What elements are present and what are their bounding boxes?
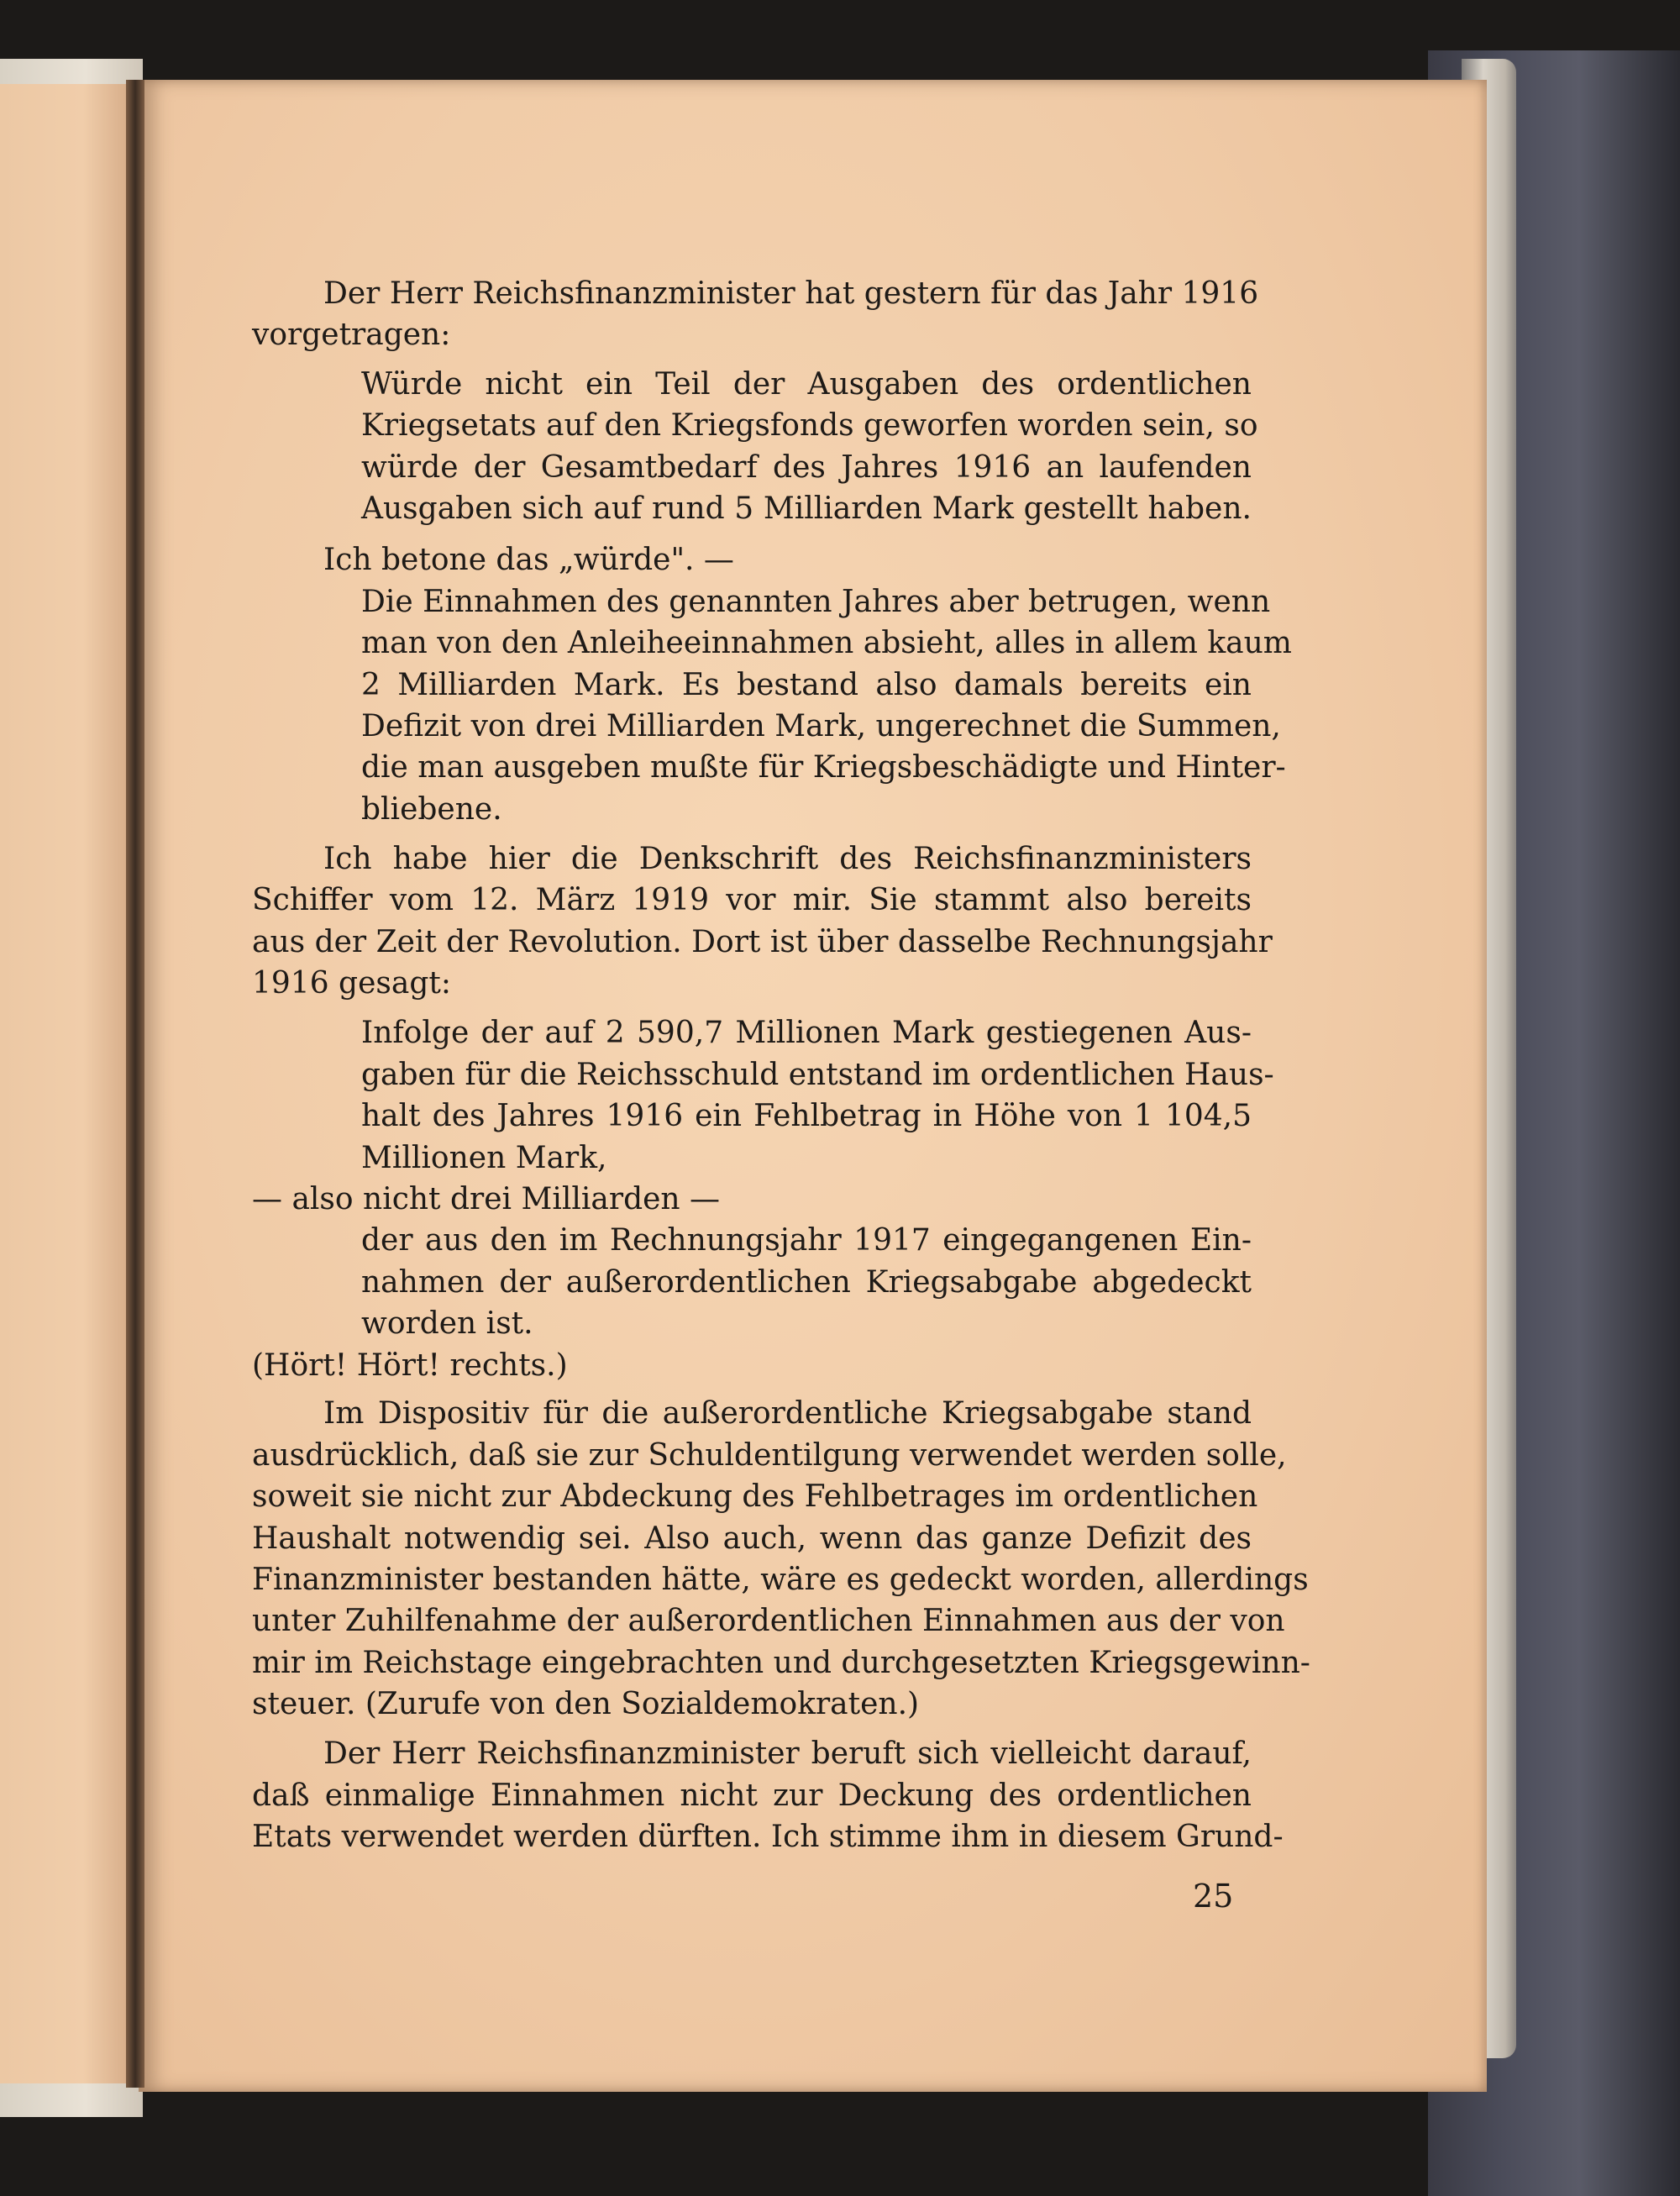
text-line: die man ausgeben mußte für Kriegsbeschädigte und Hinter- [361, 750, 1286, 785]
text-line: Etats verwendet werden dürften. Ich stimme ihm in diesem Grund- [252, 1820, 1284, 1854]
text-line: 1916 gesagt: [252, 966, 451, 1001]
text-line: Schiffer vom 12. März 1919 vor mir. Sie stammt also bereits [252, 883, 1252, 917]
text-line: Defizit von drei Milliarden Mark, ungerechnet die Summen, [361, 709, 1281, 743]
left-page-edge [0, 84, 139, 2083]
text-line: mir im Reichstage eingebrachten und durchgesetzten Kriegsgewinn- [252, 1646, 1310, 1680]
book-gutter [126, 80, 144, 2088]
text-line: Der Herr Reichsfinanzminister beruft sich vielleicht darauf, [323, 1736, 1252, 1771]
text-line: Finanzminister bestanden hätte, wäre es gedeckt worden, allerdings [252, 1563, 1309, 1597]
text-line: Ich betone das „würde". — [323, 543, 734, 577]
text-line: halt des Jahres 1916 ein Fehlbetrag in Höhe von 1 104,5 [361, 1099, 1252, 1133]
text-line: soweit sie nicht zur Abdeckung des Fehlbetrages im ordentlichen [252, 1479, 1258, 1514]
text-line: Millionen Mark, [361, 1141, 607, 1175]
text-line: Würde nicht ein Teil der Ausgaben des ordentlichen [361, 367, 1252, 402]
text-line: Infolge der auf 2 590,7 Millionen Mark gestiegenen Aus- [361, 1016, 1252, 1050]
text-line: Die Einnahmen des genannten Jahres aber betrugen, wenn [361, 585, 1271, 619]
text-line: — also nicht drei Milliarden — [252, 1182, 721, 1216]
text-line: unter Zuhilfenahme der außerordentlichen Einnahmen aus der von [252, 1604, 1285, 1638]
text-line: würde der Gesamtbedarf des Jahres 1916 an laufenden [361, 450, 1252, 485]
text-line: (Hört! Hört! rechts.) [252, 1348, 568, 1383]
text-line: aus der Zeit der Revolution. Dort ist über dasselbe Rechnungsjahr [252, 925, 1273, 959]
text-line: Ausgaben sich auf rund 5 Milliarden Mark gestellt haben. [361, 491, 1252, 526]
text-line: Haushalt notwendig sei. Also auch, wenn das ganze Defizit des [252, 1521, 1252, 1556]
text-line: Ich habe hier die Denkschrift des Reichsfinanzministers [323, 842, 1252, 876]
text-line: worden ist. [361, 1306, 533, 1341]
text-line: steuer. (Zurufe von den Sozialdemokraten.) [252, 1687, 920, 1721]
text-line: 2 Milliarden Mark. Es bestand also damals bereits ein [361, 668, 1252, 702]
text-line: gaben für die Reichsschuld entstand im ordentlichen Haus- [361, 1058, 1274, 1092]
text-line: Im Dispositiv für die außerordentliche Kriegsabgabe stand [323, 1396, 1252, 1431]
page-number: 25 [1193, 1878, 1234, 1915]
text-line: Kriegsetats auf den Kriegsfonds geworfen worden sein, so [361, 408, 1258, 443]
text-line: bliebene. [361, 792, 502, 827]
text-line: vorgetragen: [252, 318, 451, 352]
text-line: daß einmalige Einnahmen nicht zur Deckung des ordentlichen [252, 1778, 1252, 1813]
text-line: nahmen der außerordentlichen Kriegsabgabe abgedeckt [361, 1265, 1252, 1300]
text-line: Der Herr Reichsfinanzminister hat gestern für das Jahr 1916 [323, 276, 1259, 311]
text-line: man von den Anleiheeinnahmen absieht, alles in allem kaum [361, 626, 1292, 660]
text-line: ausdrücklich, daß sie zur Schuldentilgung verwendet werden solle, [252, 1438, 1287, 1473]
text-line: der aus den im Rechnungsjahr 1917 eingegangenen Ein- [361, 1223, 1252, 1258]
